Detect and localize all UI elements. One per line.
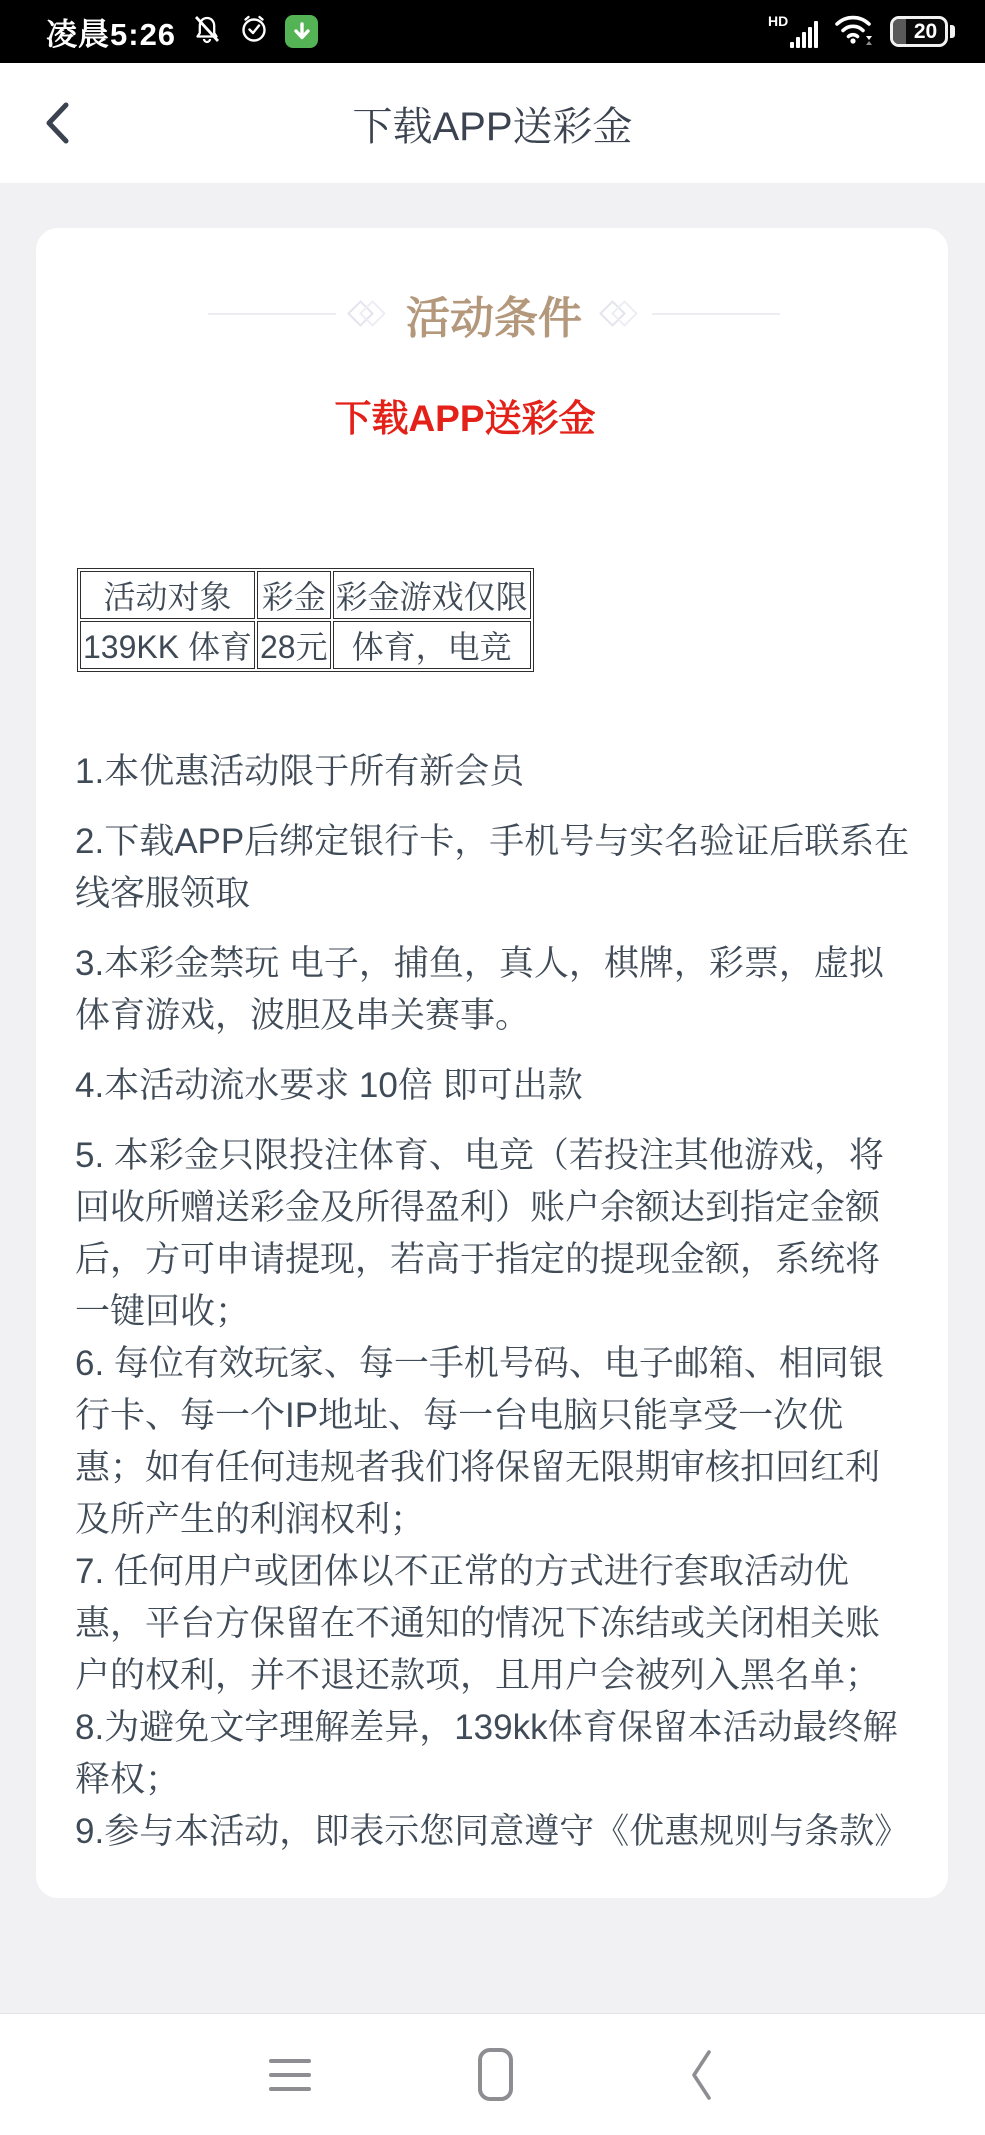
table-cell: 28元 [257, 621, 331, 669]
promo-table-body [80, 621, 531, 669]
back-button[interactable] [32, 63, 82, 183]
section-title: 活动条件 [406, 294, 582, 343]
rule-item: 2.下载APP后绑定银行卡，手机号与实名验证后联系在线客服领取 [75, 822, 910, 913]
rule-item: 3.本彩金禁玩 电子，捕鱼，真人，棋牌，彩票，虚拟体育游戏，波胆及串关赛事。 [75, 944, 884, 1035]
rule-item: 7. 任何用户或团体以不正常的方式进行套取活动优惠，平台方保留在不通知的情况下冻结或关闭相关账户的权利，并不退还款项，且用户会被列入黑名单； [75, 1552, 881, 1695]
alarm-clock-icon [238, 13, 270, 50]
rule-item: 8.为避免文字理解差异，139kk体育保留本活动最终解释权； [75, 1708, 898, 1799]
wifi-icon [833, 12, 875, 51]
status-bar [0, 0, 985, 63]
home-button[interactable] [455, 2035, 535, 2115]
rule-item: 5. 本彩金只限投注体育、电竞（若投注其他游戏，将回收所赠送彩金及所得盈利）账户余额达到指定金额后，方可申请提现，若高于指定的提现金额，系统将一键回收； [75, 1136, 884, 1331]
hd-label: HD [768, 12, 789, 29]
table-row [80, 621, 531, 669]
battery-icon [890, 16, 955, 47]
clock-time: 凌晨5:26 [46, 17, 177, 52]
chevron-left-icon [43, 101, 71, 145]
table-cell: 体育，电竞 [333, 621, 531, 669]
battery-percentage: 20 [913, 19, 938, 43]
promo-table-header-row [80, 571, 531, 619]
table-cell: 139KK 体育 [80, 621, 255, 669]
recents-button[interactable] [250, 2035, 330, 2115]
rule-item: 4.本活动流水要求 10倍 即可出款 [75, 1066, 583, 1105]
nav-back-button[interactable] [660, 2035, 740, 2115]
mute-bell-icon [191, 13, 223, 50]
table-header-cell: 活动对象 [80, 571, 255, 619]
promo-table [77, 568, 534, 672]
rule-item: 1.本优惠活动限于所有新会员 [75, 752, 525, 791]
diamond-ornament-left-icon [350, 296, 386, 332]
home-icon [478, 2048, 513, 2101]
download-badge-icon [285, 15, 318, 48]
page-header [0, 63, 985, 183]
deco-line-left [208, 313, 336, 315]
table-header-cell: 彩金游戏仅限 [333, 571, 531, 619]
table-header-cell: 彩金 [257, 571, 331, 619]
back-icon [687, 2048, 713, 2102]
rule-item: 6. 每位有效玩家、每一手机号码、电子邮箱、相同银行卡、每一个IP地址、每一台电脑只能享受一次优惠；如有任何违规者我们将保留无限期审核扣回红利及所产生的利润权利； [75, 1344, 884, 1539]
page-title: 下载APP送彩金 [352, 104, 633, 149]
battery-fill [893, 19, 906, 44]
recents-icon [269, 2059, 311, 2091]
deco-line-right [652, 313, 780, 315]
promo-card [36, 228, 948, 1898]
diamond-ornament-right-icon [602, 296, 638, 332]
promo-headline: 下载APP送彩金 [334, 398, 596, 439]
rules-list [75, 746, 913, 1858]
section-title-row [75, 288, 913, 343]
signal-strength-icon [768, 14, 818, 50]
rule-item: 9.参与本活动，即表示您同意遵守《优惠规则与条款》 [75, 1812, 910, 1851]
android-nav-bar [0, 2013, 985, 2135]
